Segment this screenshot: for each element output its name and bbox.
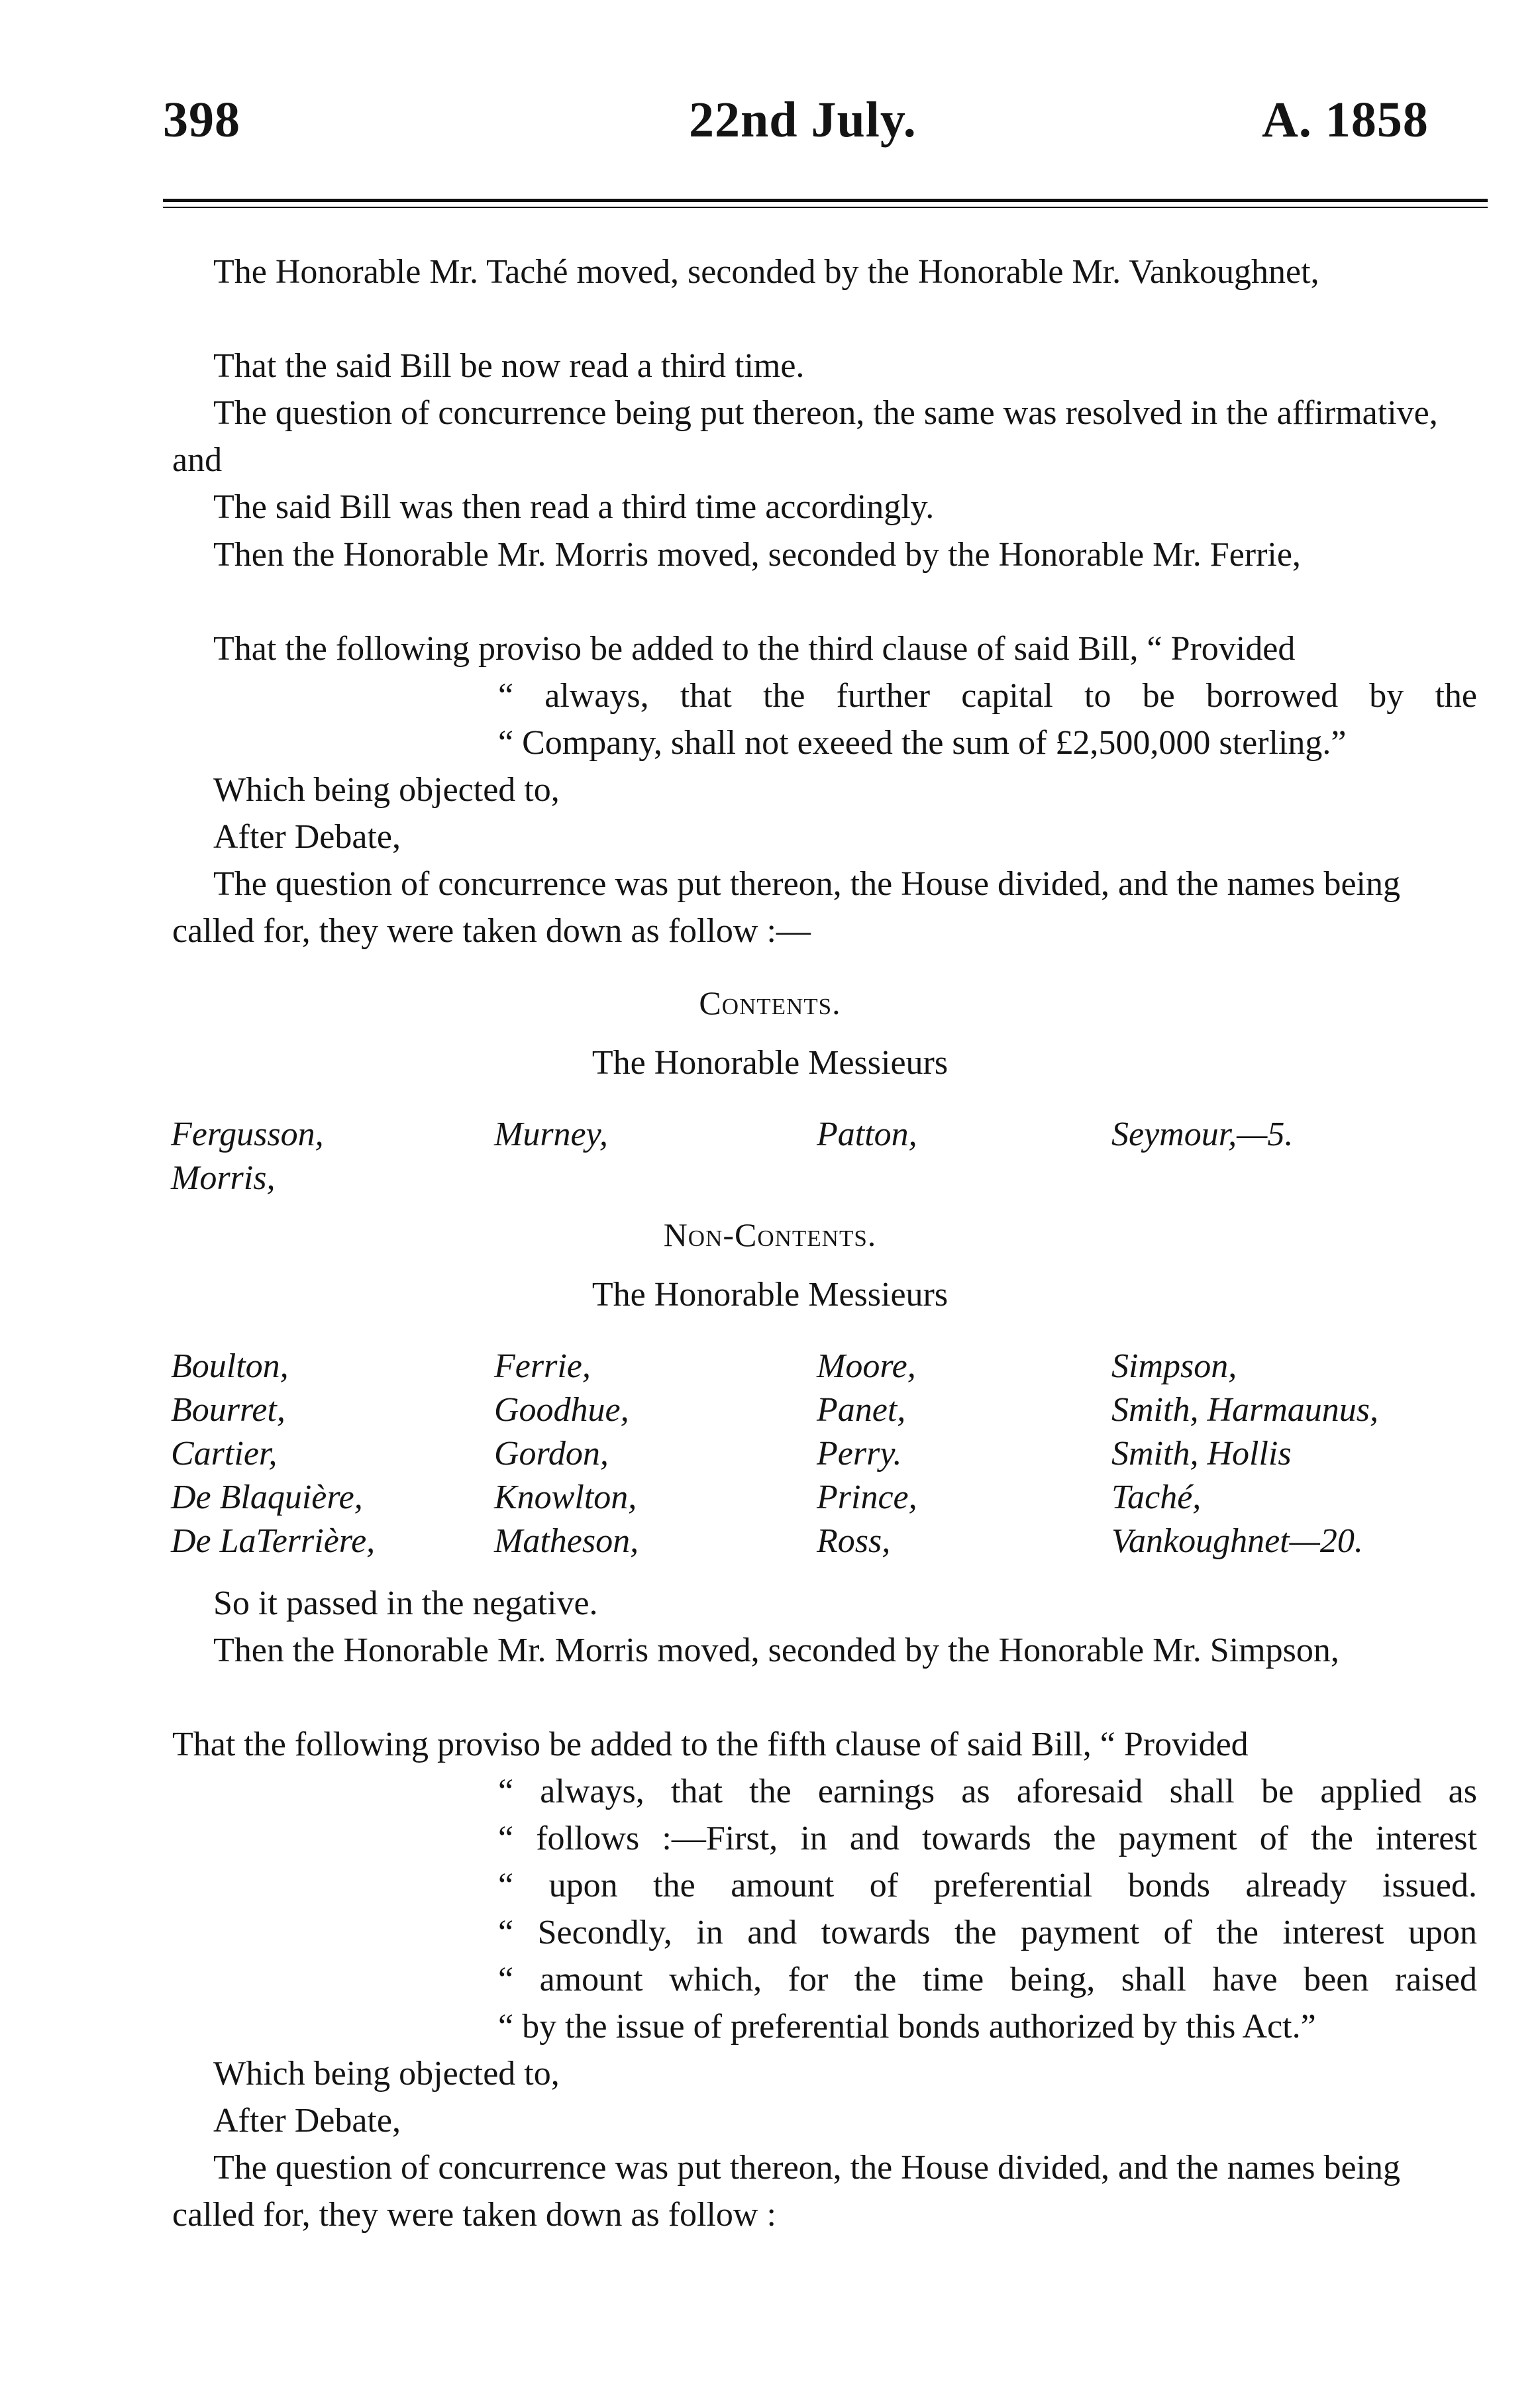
member-name: Prince,	[817, 1478, 917, 1516]
motion-paragraph: The Honorable Mr. Taché moved, seconded by the Honorable Mr. Vankoughnet,	[213, 253, 1319, 291]
contents-subheading: The Honorable Messieurs	[591, 1044, 949, 1082]
header-rule-thin	[163, 207, 1488, 208]
member-name: Smith, Harmaunus,	[1111, 1391, 1379, 1429]
member-name: Fergusson,	[171, 1115, 324, 1153]
member-name: Knowlton,	[494, 1478, 637, 1516]
contents-heading: Contents.	[699, 984, 841, 1021]
page-number: 398	[163, 92, 240, 148]
negative-result: So it passed in the negative.	[213, 1584, 598, 1622]
member-name: Matheson,	[494, 1522, 639, 1560]
third-reading-paragraph: The said Bill was then read a third time accordingly.	[213, 488, 935, 526]
objection-line: Which being objected to,	[213, 771, 560, 809]
non-contents-heading: Non-Contents.	[663, 1216, 877, 1253]
member-name: Gordon,	[494, 1435, 609, 1473]
proviso-line: “ by the issue of preferential bonds authorized by this Act.”	[498, 2008, 1316, 2046]
member-name: Boulton,	[171, 1347, 289, 1385]
member-name: Patton,	[817, 1115, 917, 1153]
proviso-lead-2: That the following proviso be added to the fifth clause of said Bill, “ Provided	[172, 1726, 1249, 1763]
member-name: Simpson,	[1111, 1347, 1237, 1385]
objection-line-2: Which being objected to,	[213, 2055, 560, 2093]
debate-line-2: After Debate,	[213, 2102, 401, 2140]
proviso-line: “ follows :—First, in and towards the payment of the interest	[498, 1820, 1477, 1857]
member-name: Perry.	[817, 1435, 902, 1473]
member-name: Moore,	[817, 1347, 916, 1385]
member-name: Ross,	[817, 1522, 891, 1560]
debate-line: After Debate,	[213, 818, 401, 856]
member-name: De LaTerrière,	[171, 1522, 376, 1560]
proviso-quote	[498, 672, 1477, 766]
member-name: Cartier,	[171, 1435, 278, 1473]
member-name: Morris,	[171, 1159, 276, 1197]
proviso-line: “ always, that the earnings as aforesaid shall be applied as	[498, 1773, 1477, 1810]
member-name: De Blaquière,	[171, 1478, 363, 1516]
proviso-quote-2	[498, 1768, 1477, 2050]
motion-paragraph-2: Then the Honorable Mr. Morris moved, seconded by the Honorable Mr. Ferrie,	[213, 536, 1301, 574]
header-rule	[163, 199, 1488, 202]
non-contents-subheading: The Honorable Messieurs	[591, 1276, 949, 1314]
proviso-line: “ always, that the further capital to be borrowed by the	[498, 677, 1477, 715]
running-date: 22nd July.	[689, 92, 917, 148]
member-name: Goodhue,	[494, 1391, 629, 1429]
proviso-lead: That the following proviso be added to the third clause of said Bill, “ Provided	[213, 630, 1296, 668]
member-name: Ferrie,	[494, 1347, 591, 1385]
division-paragraph-2: The question of concurrence was put thereon, the House divided, and the names being called for, they were taken down as follow :	[172, 2149, 1400, 2234]
member-name: Panet,	[817, 1391, 906, 1429]
proviso-line: “ Secondly, in and towards the payment of the interest upon	[498, 1914, 1477, 1951]
member-name: Murney,	[494, 1115, 608, 1153]
running-year: A. 1858	[1262, 92, 1429, 148]
concurrence-paragraph: The question of concurrence being put thereon, the same was resolved in the affirmative, and	[172, 394, 1438, 479]
member-name: Vankoughnet—20.	[1111, 1522, 1363, 1560]
proviso-line: “ Company, shall not exeeed the sum of £2,500,000 sterling.”	[498, 724, 1347, 762]
member-name: Smith, Hollis	[1111, 1435, 1292, 1473]
proviso-line: “ upon the amount of preferential bonds already issued.	[498, 1867, 1477, 1904]
member-name: Seymour,—5.	[1111, 1115, 1294, 1153]
member-name: Bourret,	[171, 1391, 285, 1429]
motion-text: That the said Bill be now read a third time.	[213, 347, 805, 385]
proviso-line: “ amount which, for the time being, shall have been raised	[498, 1961, 1477, 1998]
member-name: Taché,	[1111, 1478, 1202, 1516]
motion-paragraph-3: Then the Honorable Mr. Morris moved, seconded by the Honorable Mr. Simpson,	[213, 1632, 1339, 1669]
division-paragraph: The question of concurrence was put thereon, the House divided, and the names being called for, they were taken down as follow :—	[172, 865, 1400, 950]
